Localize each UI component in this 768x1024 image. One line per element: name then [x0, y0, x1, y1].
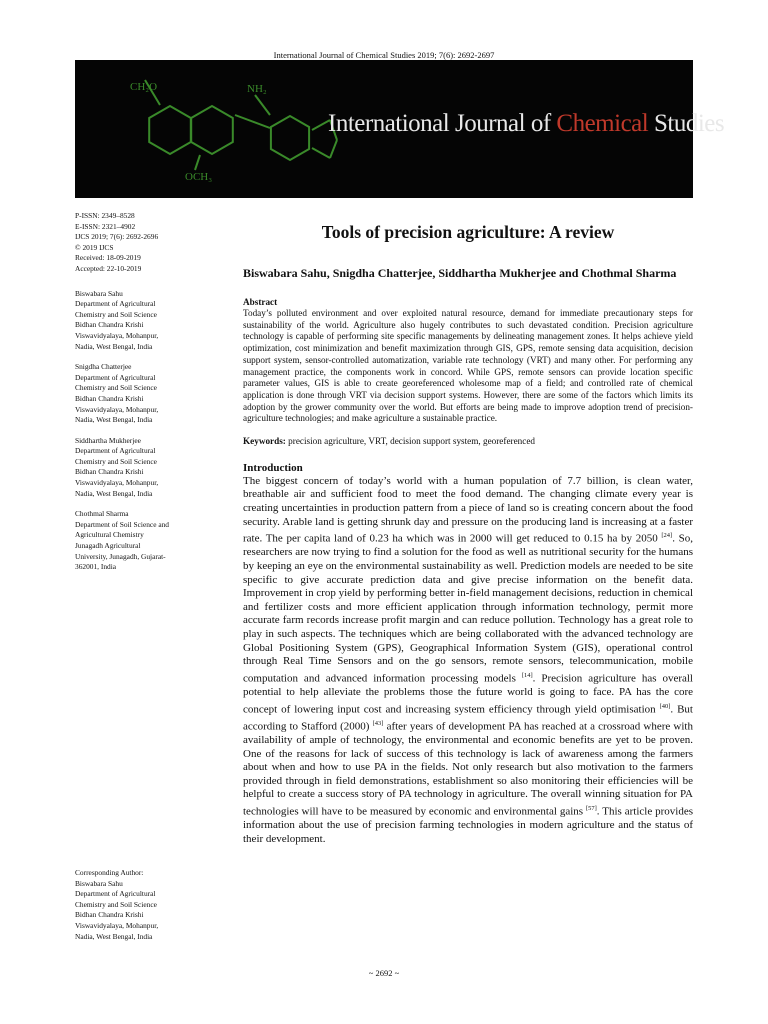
- molecule-bond: [235, 115, 270, 128]
- intro-text: . So, researchers are now trying to find a solution for the food as well as nutritional security for the humans by keeping an eye on the environmental sustainability as well. Prediction models are needed to be site specific to give accurate prediction data and give precise information on the benefit data. Improvement in crop yield by performing better in-field management decisions, reduction in chemical and fertilizer costs and more efficient application through information technology, permit more accurate farm records increase profit margin and can reduce pollution. Technology has a great role to play in such aspects. The techniques which are being collaborated with the advanced technology are Global Positioning System (GPS), Geographical Information System (GIS), operational control through Real Time Sensors and on the go sensors, remote sensors, telecommunication, mobile computation and advanced information processing models: [243, 532, 693, 685]
- author-list: Biswabara Sahu, Snigdha Chatterjee, Siddhartha Mukherjee and Chothmal Sharma: [243, 266, 677, 280]
- affiliation-line: Viswavidyalaya, Mohanpur,: [75, 920, 159, 930]
- author-name: Biswabara Sahu: [75, 288, 123, 298]
- molecule-ring: [191, 106, 233, 154]
- main-column: [243, 220, 693, 846]
- corresponding-author: [75, 868, 235, 942]
- affiliation-line: Nadia, West Bengal, India: [75, 931, 153, 941]
- affiliation-line: Viswavidyalaya, Mohanpur,: [75, 478, 159, 488]
- affiliation-line: Chemistry and Soil Science: [75, 383, 157, 393]
- author-name: Biswabara Sahu: [75, 878, 123, 888]
- meta-line: Accepted: 22-10-2019: [75, 263, 142, 273]
- journal-title-suffix: Studies: [648, 110, 725, 137]
- corresponding-heading: Corresponding Author:: [75, 868, 144, 877]
- citation: [14]: [521, 671, 533, 679]
- author-name: Snigdha Chatterjee: [75, 362, 132, 372]
- introduction-heading: Introduction: [243, 461, 303, 474]
- citation: [43]: [372, 719, 384, 727]
- journal-banner: [75, 60, 725, 198]
- meta-line: Received: 18-09-2019: [75, 253, 141, 263]
- formula-och3: OCH₃: [185, 171, 213, 183]
- affiliation-line: Nadia, West Bengal, India: [75, 341, 153, 351]
- affiliation-line: Bidhan Chandra Krishi: [75, 393, 144, 403]
- molecule-bond: [195, 155, 200, 170]
- affiliation-line: Viswavidyalaya, Mohanpur,: [75, 404, 159, 414]
- intro-text: . But according to Stafford (2000): [243, 703, 693, 733]
- affiliation-line: Bidhan Chandra Krishi: [75, 910, 144, 920]
- affiliation-line: Department of Agricultural: [75, 299, 156, 309]
- affiliation-line: Agricultural Chemistry: [75, 530, 144, 540]
- sidebar: [75, 211, 235, 573]
- molecule-bond: [330, 140, 337, 158]
- author-affiliation: [75, 289, 235, 353]
- molecule-bond: [255, 95, 270, 115]
- keywords: [243, 436, 693, 448]
- meta-line: © 2019 IJCS: [75, 242, 114, 252]
- affiliation-line: 362001, India: [75, 562, 117, 572]
- affiliation-line: Chemistry and Soil Science: [75, 899, 157, 909]
- intro-text: . Precision agriculture has overall potential to help alleviate the problems those the future world is going to face. PA has the core concept of lowering input cost and increasing system efficiency through yield optimisation: [243, 672, 693, 716]
- journal-title-prefix: International Journal of: [328, 110, 557, 137]
- affiliation-line: Junagadh Agricultural: [75, 541, 141, 551]
- affiliation-line: Nadia, West Bengal, India: [75, 488, 153, 498]
- issn-block: [75, 211, 235, 275]
- meta-line: P-ISSN: 2349–8528: [75, 211, 135, 220]
- author-affiliation: [75, 509, 235, 573]
- intro-text: after years of development PA has reached at a crossroad where with availability of ample of technology, the environmental and economic benefits are yet to be proven. One of the reasons for lack of success of this technology is lack of awareness among the farmers about when and how to use PA in the fields. Not only research but also motivation to the farmers provided through in field demonstrations, establishment so also monitoring their efficiencies will be helpful to create a success story of PA technology in agriculture. The overall winning situation for PA technologies will have to be measured by economic and environmental gains: [243, 720, 693, 818]
- paper-title: Tools of precision agriculture: A review: [321, 222, 615, 242]
- introduction-text: [243, 475, 693, 847]
- keywords-label: Keywords:: [243, 436, 286, 447]
- page-number: ~ 2692 ~: [368, 968, 400, 978]
- affiliation-line: Department of Soil Science and: [75, 519, 169, 529]
- affiliation-line: Department of Agricultural: [75, 889, 156, 899]
- affiliation-line: Bidhan Chandra Krishi: [75, 467, 144, 477]
- journal-title-accent: Chemical: [556, 110, 649, 137]
- author-name: Chothmal Sharma: [75, 509, 129, 519]
- abstract-text: Today’s polluted environment and over exploited natural resource, demand for immediate precautionary steps for sustainability of the world. Agriculture also hugely contributes to such devastated condition. Precision agriculture technology is capable of performing site specific managements by delineating management zones. It helps achieve yield optimization, cost minimization and benefit maximization through GIS, GPS, remote sensing data acquisition, decision support system, sensor-controlled automatization, variable rate technology (VRT) and many other. For performing any management practice, the components work in concord. While GPS, remote sensors can provide location specific parameter values, GIS is able to create georeferenced wholesome map of a field; and controlled rate of chemical application is done through VRT via decision support systems. However, there are some of the factors which limits its adoption by the grower community over the world. But efforts are being made to improve adoption trend of precision-agriculture technologies; and make agriculture a sustainable practice.: [243, 308, 693, 424]
- citation: [40]: [659, 702, 671, 710]
- author-name: Siddhartha Mukherjee: [75, 435, 141, 445]
- meta-line: IJCS 2019; 7(6): 2692-2696: [75, 232, 159, 242]
- citation: [24]: [661, 532, 673, 540]
- running-head: International Journal of Chemical Studies 2019; 7(6): 2692-2697: [273, 50, 495, 60]
- affiliation-line: University, Junagadh, Gujarat-: [75, 551, 166, 561]
- intro-text: . This article provides information about the use of precision farming technologies in modern agriculture and the status of their development.: [243, 805, 693, 845]
- author-affiliation: [75, 362, 235, 426]
- affiliation-line: Chemistry and Soil Science: [75, 309, 157, 319]
- affiliation-line: Department of Agricultural: [75, 372, 156, 382]
- author-affiliation: [75, 436, 235, 500]
- affiliation-line: Chemistry and Soil Science: [75, 456, 157, 466]
- citation: [57]: [585, 805, 597, 813]
- molecule-ring: [271, 116, 309, 160]
- molecule-ring: [149, 106, 191, 154]
- affiliation-line: Bidhan Chandra Krishi: [75, 320, 144, 330]
- abstract-heading: Abstract: [243, 297, 278, 307]
- meta-line: E-ISSN: 2321–4902: [75, 221, 136, 231]
- molecule-bond: [312, 148, 330, 158]
- affiliation-line: Nadia, West Bengal, India: [75, 415, 153, 425]
- formula-ch2o: CH₂O: [130, 81, 158, 93]
- intro-text: The biggest concern of today’s world with a human population of 7.7 billion, is clean water, breathable air and sufficient food to meet the food demand. The changing climate every year is creating uncertainties in production pattern from a piece of land so is creating concern about the food security. Arable land is getting shrunk day and pressure on the producing land is increasing at a faster rate. The per capita land of 0.23 ha which was in 2000 will get reduced to 0.15 ha by 2050: [243, 474, 693, 545]
- affiliation-line: Viswavidyalaya, Mohanpur,: [75, 330, 159, 340]
- keywords-text: precision agriculture, VRT, decision support system, georeferenced: [285, 436, 536, 447]
- affiliation-line: Department of Agricultural: [75, 446, 156, 456]
- journal-title: [328, 110, 724, 138]
- formula-nh2: NH₂: [247, 83, 267, 95]
